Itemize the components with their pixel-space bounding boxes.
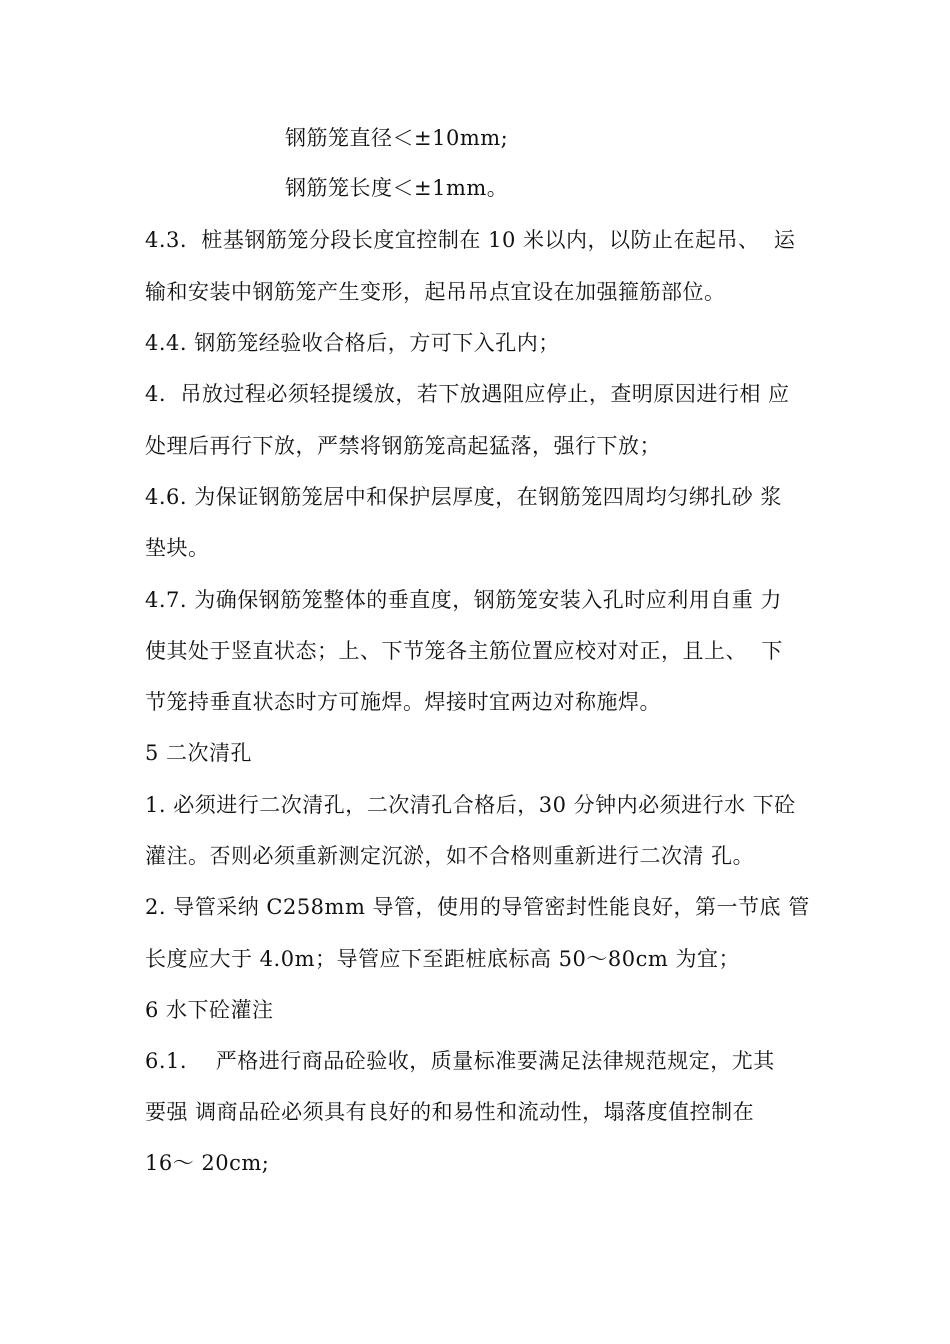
section-heading-5: 5 二次清孔 [145,741,253,765]
text-line-14: 1. 必须进行二次清孔，二次清孔合格后，30 分钟内必须进行水 下砼 [145,793,796,817]
text-line-5: 4.4. 钢筋笼经验收合格后，方可下入孔内； [145,331,560,355]
text-line-21: 16〜 20cm; [145,1151,270,1175]
text-line-3: 4.3. 桩基钢筋笼分段长度宜控制在 10 米以内，以防止在起吊、 运 [145,228,796,252]
text-line-9: 垫块。 [145,536,210,560]
text-line-11: 使其处于竖直状态；上、下节笼各主筋位置应校对对正，且上、 下 [145,639,783,663]
text-line-19: 6.1. 严格进行商品砼验收，质量标准要满足法律规范规定，尤其 [145,1049,775,1073]
text-line-2: 钢筋笼长度＜±1mm。 [285,176,509,200]
text-line-16: 2. 导管采纳 C258mm 导管，使用的导管密封性能良好，第一节底 管 [145,895,810,919]
text-line-7: 处理后再行下放，严禁将钢筋笼高起猛落，强行下放； [145,434,661,458]
section-heading-6: 6 水下砼灌注 [145,998,274,1022]
text-line-10: 4.7. 为确保钢筋笼整体的垂直度，钢筋笼安装入孔时应利用自重 力 [145,588,782,612]
text-line-20: 要强 调商品砼必须具有良好的和易性和流动性，塌落度值控制在 [145,1100,755,1124]
text-line-1: 钢筋笼直径＜±10mm; [285,126,509,150]
text-line-12: 节笼持垂直状态时方可施焊。焊接时宜两边对称施焊。 [145,690,661,714]
text-line-8: 4.6. 为保证钢筋笼居中和保护层厚度，在钢筋笼四周均匀绑扎砂 浆 [145,485,782,509]
text-line-15: 灌注。否则必须重新测定沉淤，如不合格则重新进行二次清 孔。 [145,844,755,868]
text-line-6: 4. 吊放过程必须轻提缓放，若下放遇阻应停止，查明原因进行相 应 [145,382,790,406]
text-line-17: 长度应大于 4.0m；导管应下至距桩底标高 50〜80cm 为宜； [145,947,740,971]
text-line-4: 输和安装中钢筋笼产生变形，起吊吊点宜设在加强箍筋部位。 [145,280,726,304]
